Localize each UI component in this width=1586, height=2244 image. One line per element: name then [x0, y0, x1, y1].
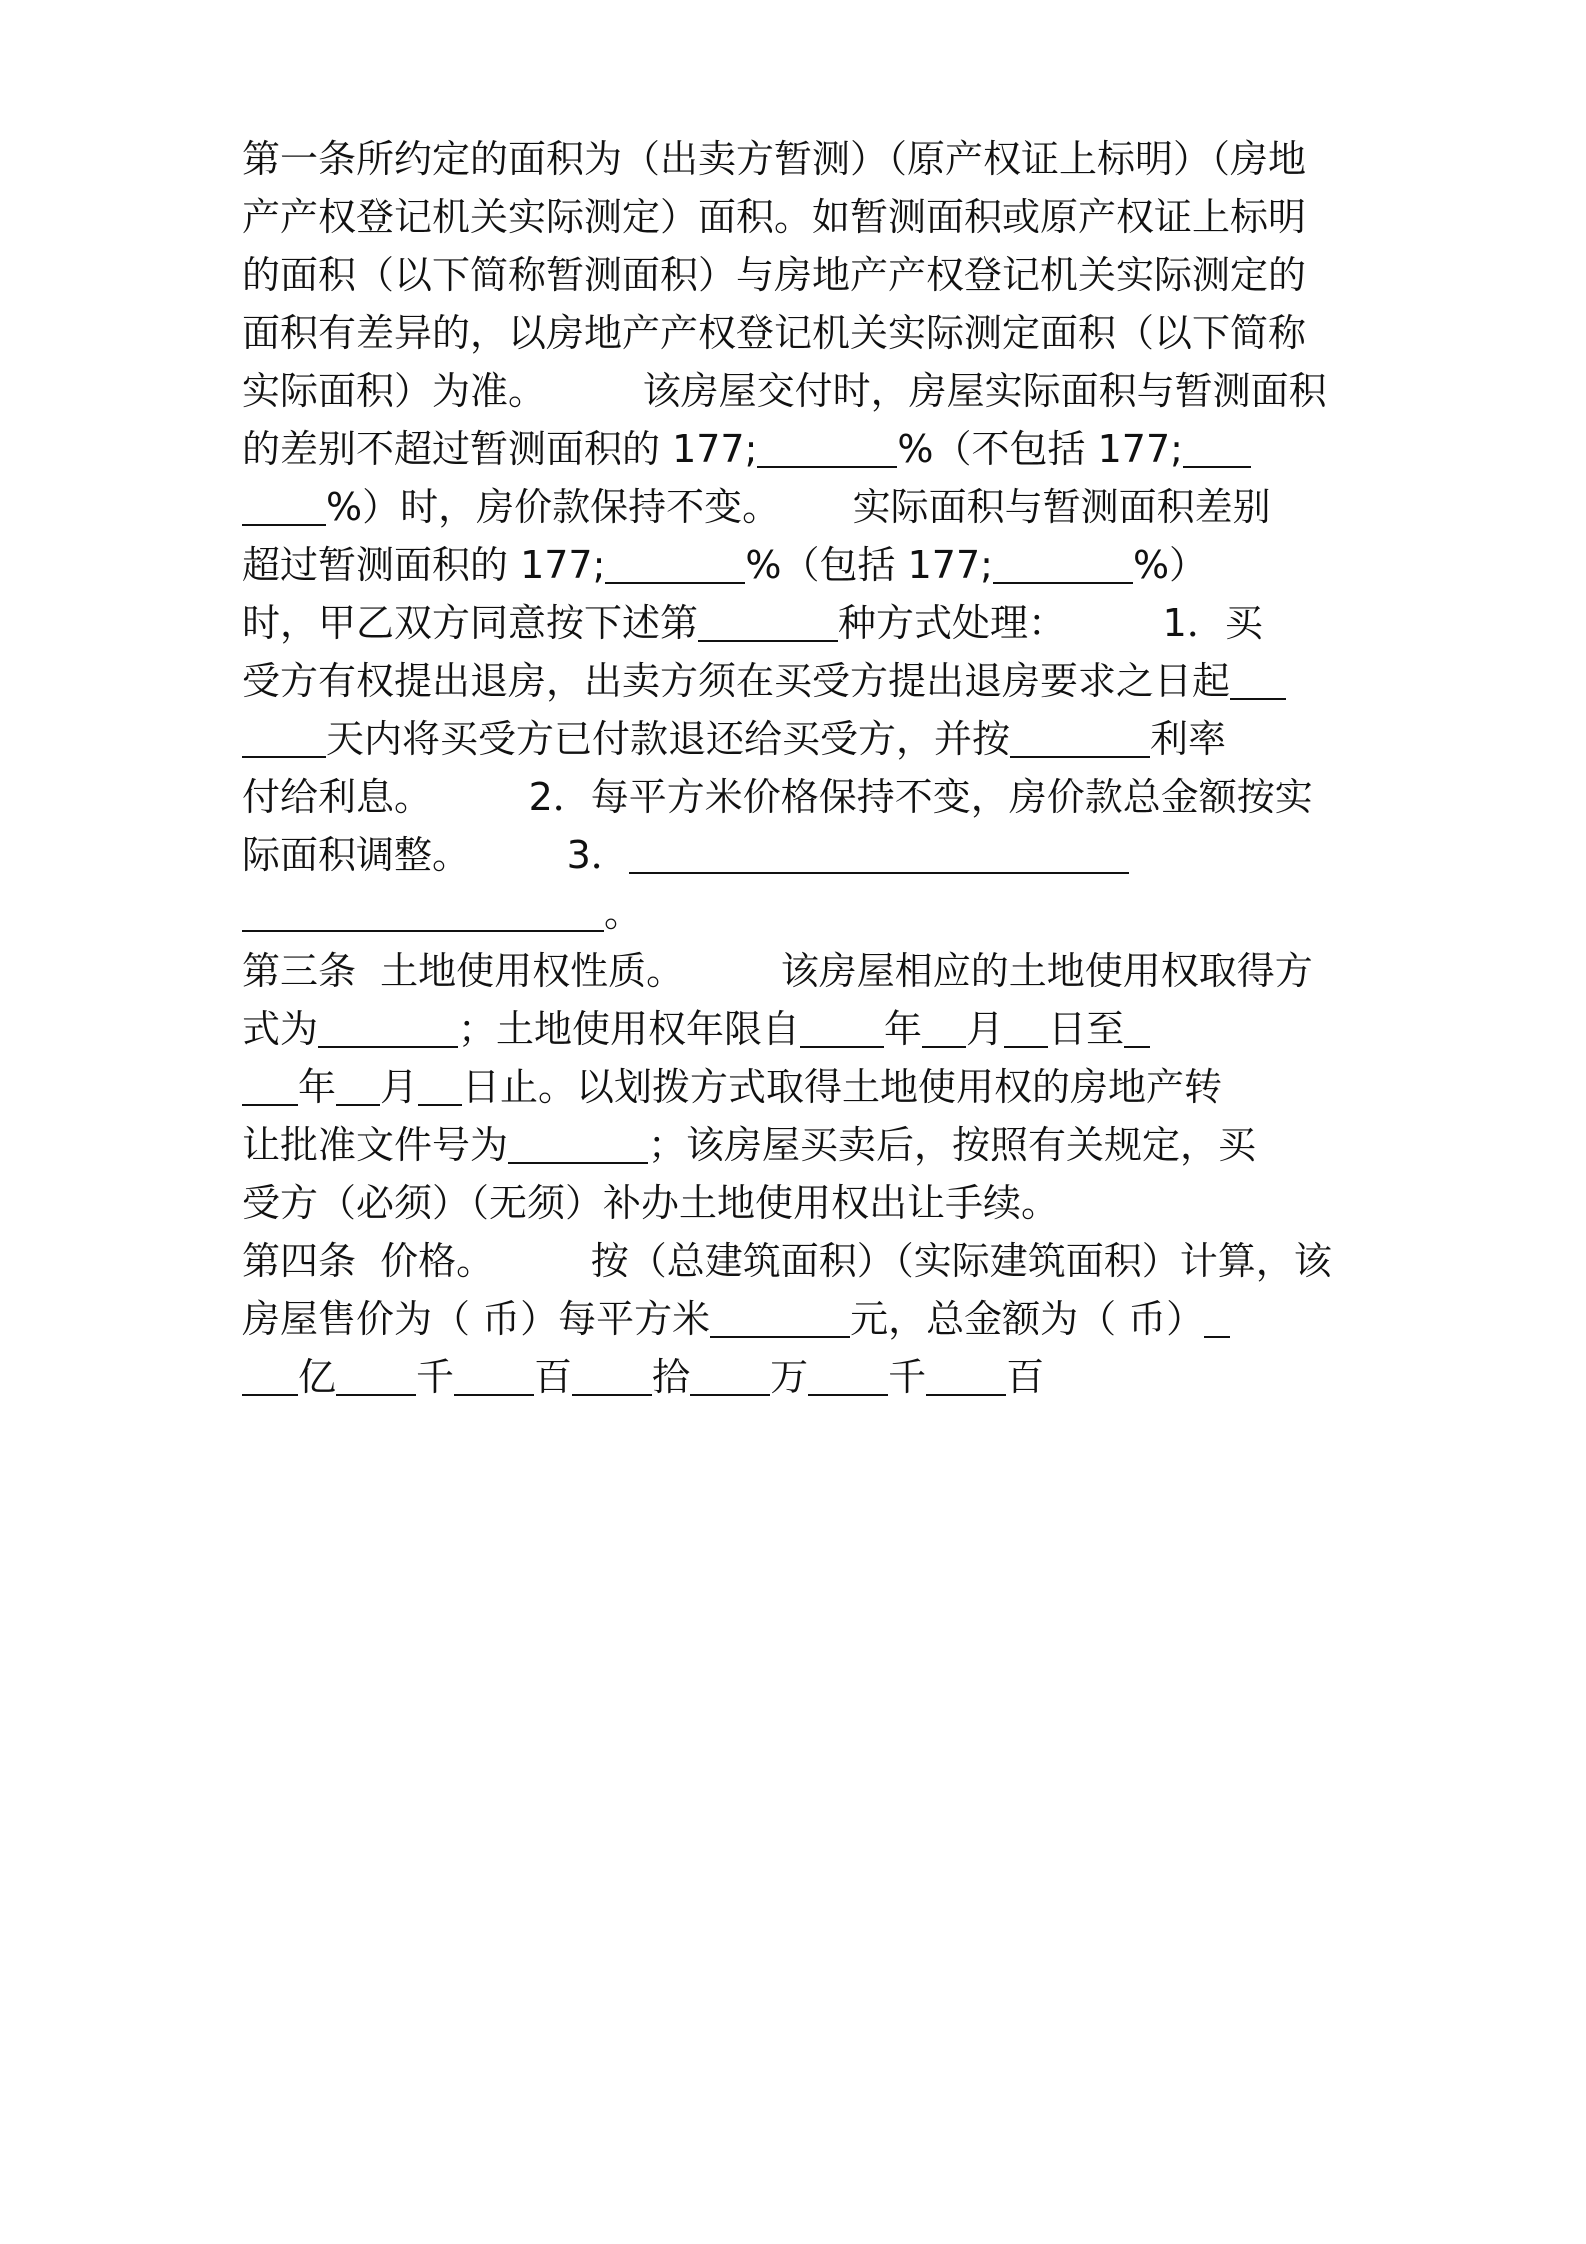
blank-field[interactable]	[808, 1354, 888, 1396]
text-segment: 万	[770, 1355, 809, 1399]
blank-field[interactable]	[629, 832, 1129, 874]
text-segment: 付给利息。 2．每平方米价格保持不变，房价款总金额按实	[242, 775, 1313, 819]
paragraph-line	[242, 1120, 1354, 1170]
text-segment: 元，总金额为（ 币）	[850, 1297, 1205, 1341]
text-segment: 百	[1006, 1355, 1045, 1399]
text-segment: 第一条所约定的面积为（出卖方暂测）（原产权证上标明）（房地	[242, 137, 1307, 181]
text-segment: 产产权登记机关实际测定）面积。如暂测面积或原产权证上标明	[242, 195, 1307, 239]
text-segment: 千	[888, 1355, 927, 1399]
paragraph-line	[242, 1004, 1354, 1054]
paragraph-line	[242, 308, 1354, 358]
text-segment: ；该房屋买卖后，按照有关规定，买	[648, 1123, 1257, 1167]
text-segment: 际面积调整。 3．	[242, 833, 629, 877]
text-segment: 让批准文件号为	[242, 1123, 509, 1167]
blank-field[interactable]	[454, 1354, 534, 1396]
blank-field[interactable]	[710, 1296, 850, 1338]
text-segment: 月	[966, 1007, 1005, 1051]
blank-field[interactable]	[572, 1354, 652, 1396]
text-segment: 实际面积）为准。 该房屋交付时，房屋实际面积与暂测面积	[242, 369, 1327, 413]
paragraph-line	[242, 1178, 1354, 1228]
text-segment: 超过暂测面积的 177;	[242, 543, 606, 587]
blank-field[interactable]	[1183, 426, 1251, 468]
blank-field[interactable]	[242, 890, 604, 932]
blank-field[interactable]	[242, 1354, 298, 1396]
paragraph-line	[242, 192, 1354, 242]
paragraph-line	[242, 946, 1354, 996]
paragraph-line	[242, 1062, 1354, 1112]
blank-field[interactable]	[242, 1064, 298, 1106]
text-segment: 时，甲乙双方同意按下述第	[242, 601, 699, 645]
blank-field[interactable]	[1010, 716, 1150, 758]
blank-field[interactable]	[605, 542, 745, 584]
blank-field[interactable]	[800, 1006, 884, 1048]
text-segment: 月	[380, 1065, 419, 1109]
text-segment: %）	[1132, 543, 1208, 587]
blank-field[interactable]	[336, 1354, 416, 1396]
text-segment: 拾	[652, 1355, 691, 1399]
paragraph-line	[242, 482, 1354, 532]
paragraph-line	[242, 424, 1354, 474]
text-segment: %（不包括 177;	[897, 427, 1183, 471]
paragraph-line	[242, 598, 1354, 648]
text-segment: %（包括 177;	[745, 543, 993, 587]
text-segment: 。	[604, 891, 643, 935]
paragraph-line	[242, 1294, 1354, 1344]
blank-field[interactable]	[242, 716, 326, 758]
text-segment: 房屋售价为（ 币）每平方米	[242, 1297, 711, 1341]
blank-field[interactable]	[757, 426, 897, 468]
text-segment: 利率	[1150, 717, 1227, 761]
text-segment: %）时，房价款保持不变。 实际面积与暂测面积差别	[326, 485, 1271, 529]
paragraph-line	[242, 1352, 1354, 1402]
blank-field[interactable]	[698, 600, 838, 642]
blank-field[interactable]	[318, 1006, 458, 1048]
text-segment: 第三条 土地使用权性质。 该房屋相应的土地使用权取得方	[242, 949, 1313, 993]
text-segment: 种方式处理： 1．买	[838, 601, 1263, 645]
blank-field[interactable]	[1124, 1006, 1150, 1048]
text-segment: 日至	[1048, 1007, 1125, 1051]
blank-field[interactable]	[690, 1354, 770, 1396]
blank-field[interactable]	[508, 1122, 648, 1164]
text-segment: 年	[884, 1007, 923, 1051]
blank-field[interactable]	[1230, 658, 1286, 700]
paragraph-line	[242, 888, 1354, 938]
text-segment: 天内将买受方已付款退还给买受方，并按	[326, 717, 1011, 761]
text-segment: 亿	[298, 1355, 337, 1399]
text-segment: 的面积（以下简称暂测面积）与房地产产权登记机关实际测定的	[242, 253, 1307, 297]
blank-field[interactable]	[993, 542, 1133, 584]
blank-field[interactable]	[1204, 1296, 1230, 1338]
paragraph-line	[242, 830, 1354, 880]
paragraph-line	[242, 366, 1354, 416]
text-segment: ；土地使用权年限自	[458, 1007, 801, 1051]
text-segment: 受方（必须）（无须）补办土地使用权出让手续。	[242, 1181, 1060, 1225]
text-segment: 日止。以划拨方式取得土地使用权的房地产转	[462, 1065, 1223, 1109]
text-segment: 受方有权提出退房，出卖方须在买受方提出退房要求之日起	[242, 659, 1231, 703]
paragraph-line	[242, 1236, 1354, 1286]
text-segment: 百	[534, 1355, 573, 1399]
blank-field[interactable]	[1004, 1006, 1048, 1048]
text-segment: 年	[298, 1065, 337, 1109]
paragraph-line	[242, 250, 1354, 300]
blank-field[interactable]	[926, 1354, 1006, 1396]
text-segment: 第四条 价格。 按（总建筑面积）（实际建筑面积）计算，该	[242, 1239, 1332, 1283]
paragraph-line	[242, 134, 1354, 184]
paragraph-line	[242, 772, 1354, 822]
text-segment: 式为	[242, 1007, 319, 1051]
blank-field[interactable]	[242, 484, 326, 526]
text-segment: 面积有差异的，以房地产产权登记机关实际测定面积（以下简称	[242, 311, 1307, 355]
paragraph-line	[242, 656, 1354, 706]
blank-field[interactable]	[336, 1064, 380, 1106]
blank-field[interactable]	[922, 1006, 966, 1048]
paragraph-line	[242, 540, 1354, 590]
blank-field[interactable]	[418, 1064, 462, 1106]
text-segment: 千	[416, 1355, 455, 1399]
paragraph-line	[242, 714, 1354, 764]
text-segment: 的差别不超过暂测面积的 177;	[242, 427, 758, 471]
